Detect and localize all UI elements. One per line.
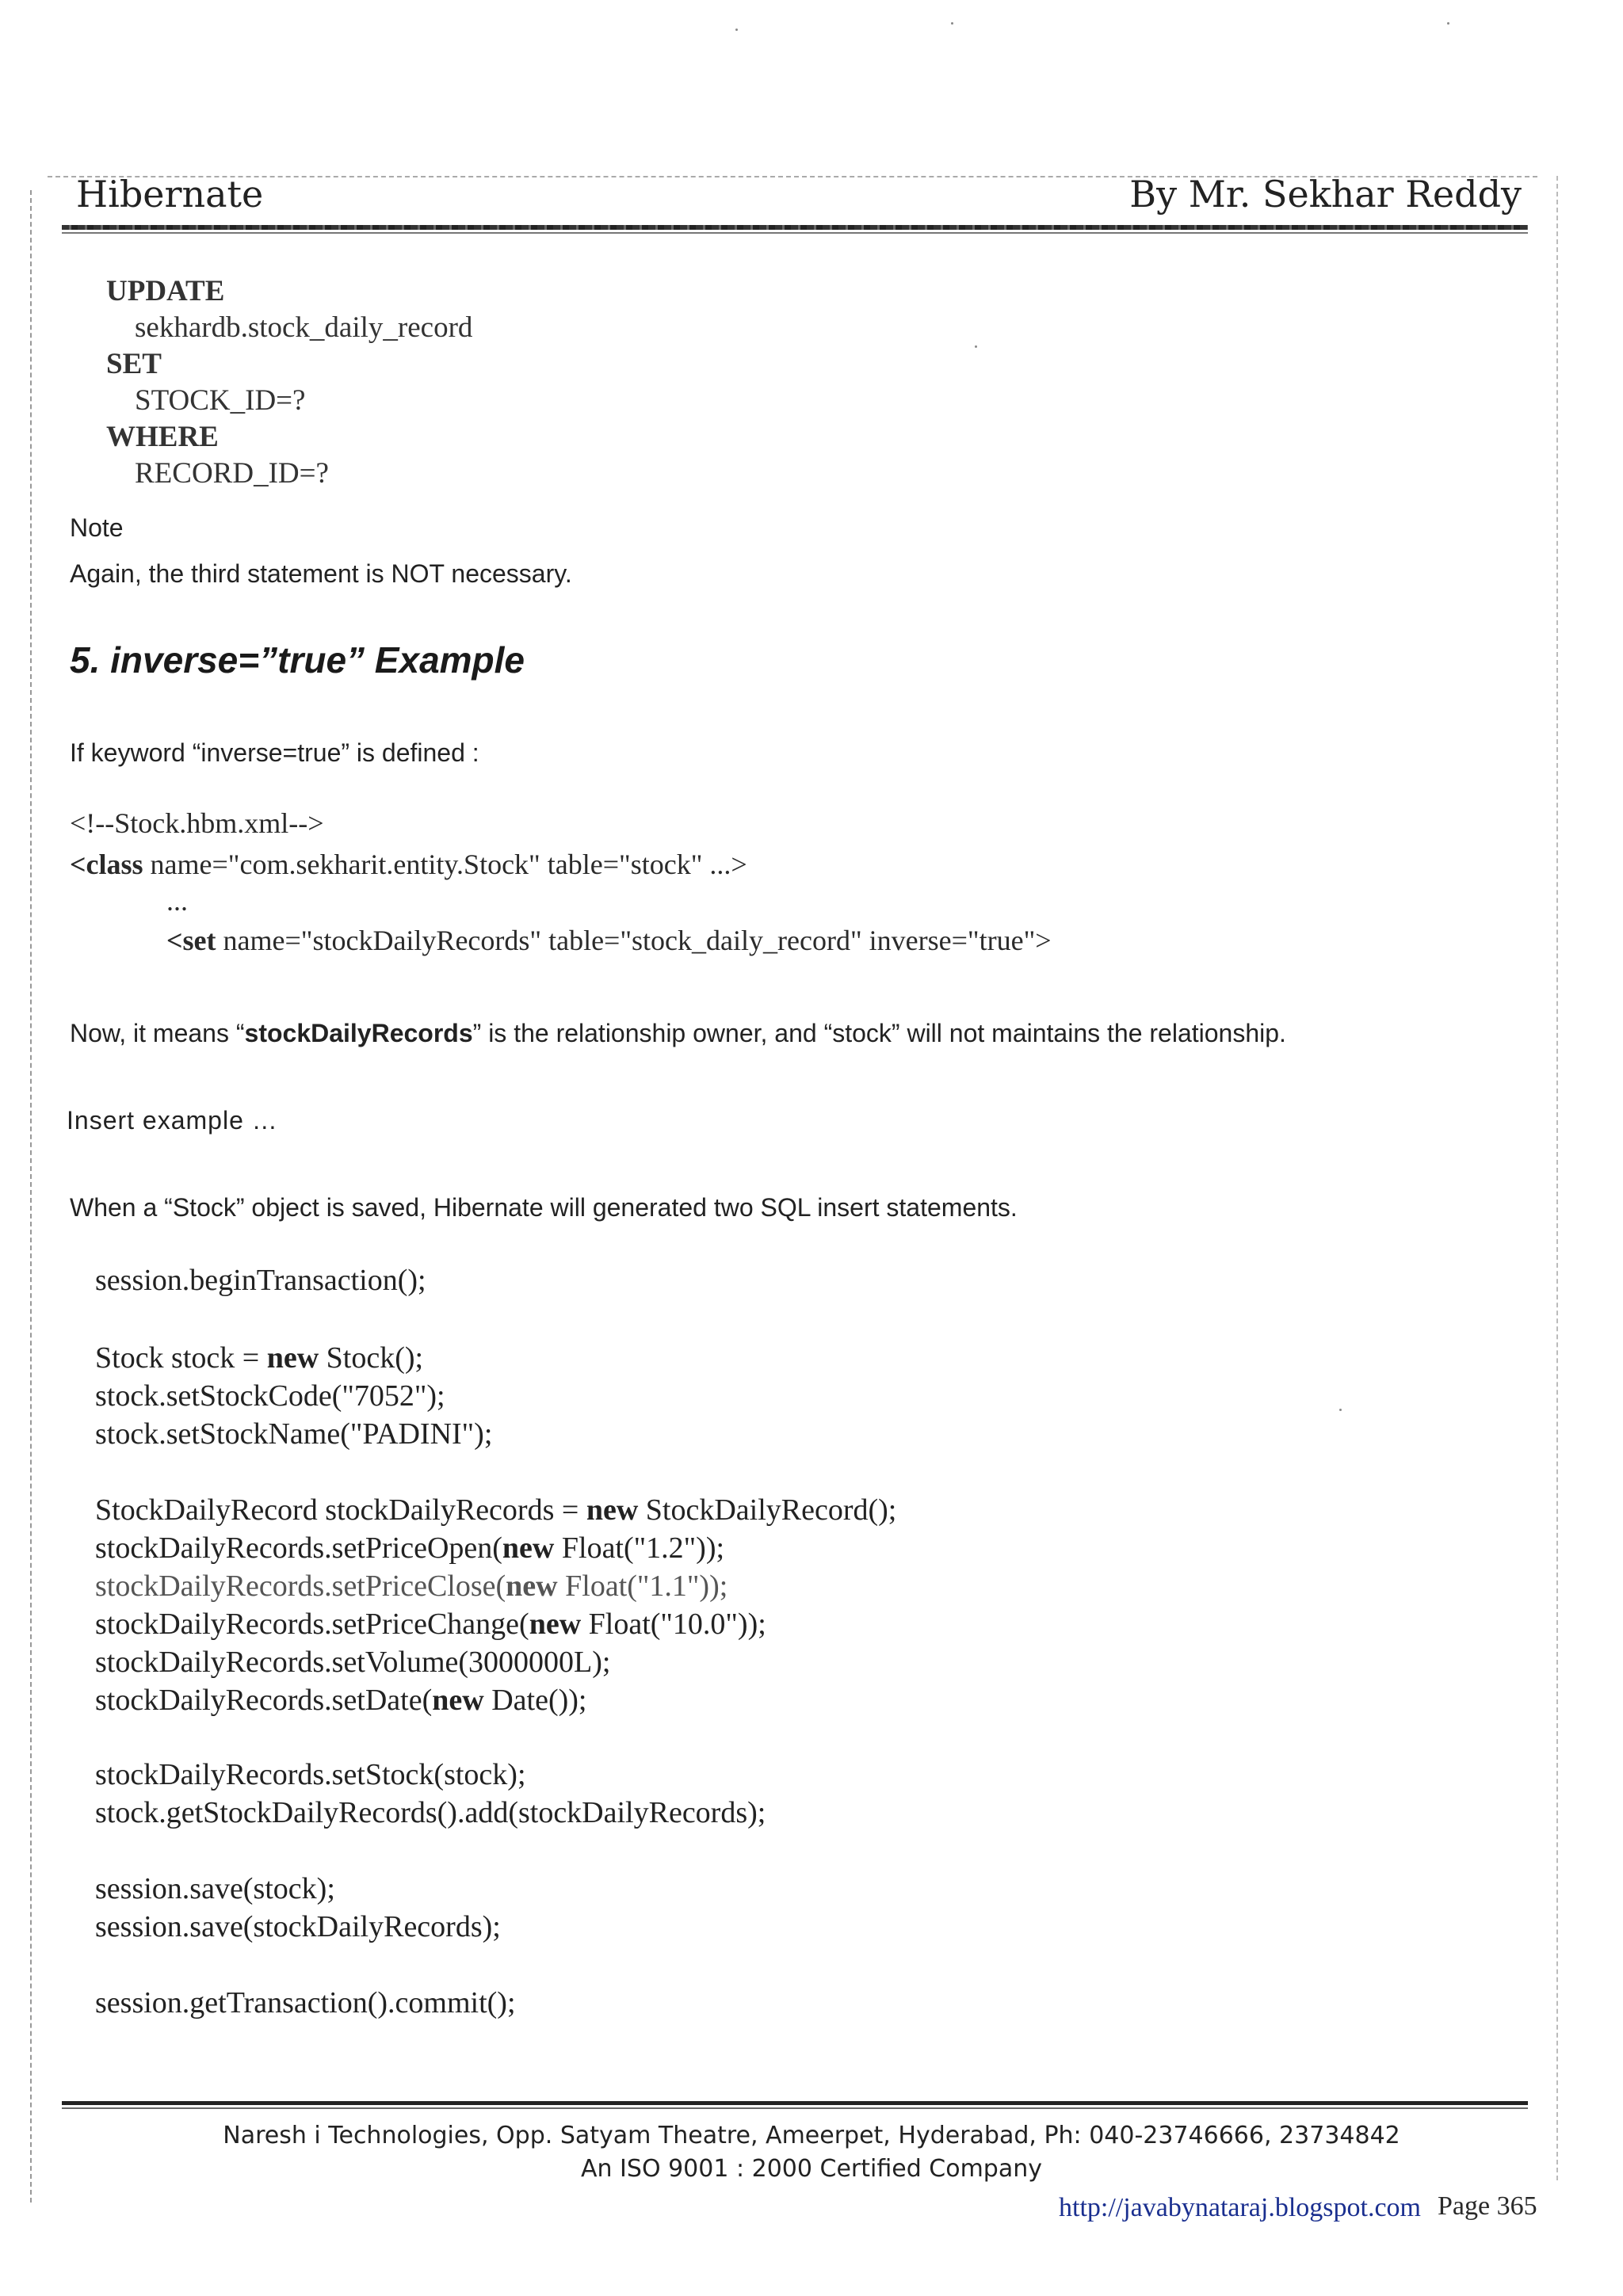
scan-speck: [951, 22, 953, 25]
header-title: Hibernate: [76, 173, 264, 215]
xml-class-keyword: <class: [70, 849, 143, 880]
code-line-price-change: [95, 1607, 766, 1642]
footer-page-number: Page 365: [1438, 2191, 1537, 2221]
code-line-set-stock: stockDailyRecords.setStock(stock);: [95, 1758, 526, 1791]
insert-description: When a “Stock” object is saved, Hibernate will generated two SQL insert statements.: [70, 1193, 1018, 1222]
code-line-price-open: [95, 1531, 724, 1566]
sql-where-expression: RECORD_ID=?: [135, 457, 329, 490]
code-text: StockDailyRecord();: [638, 1493, 897, 1527]
xml-set-attributes: name="stockDailyRecords" table="stock_daily_record" inverse="true">: [216, 925, 1052, 956]
code-line-begin-transaction: session.beginTransaction();: [95, 1264, 426, 1297]
code-text: stockDailyRecords.setPriceChange(: [95, 1608, 529, 1641]
code-text: Float("1.2"));: [554, 1531, 725, 1565]
code-text: stockDailyRecords.setPriceClose(: [95, 1569, 506, 1603]
sql-set-keyword: SET: [106, 348, 162, 380]
xml-class-attributes: name="com.sekharit.entity.Stock" table="stock" ...>: [143, 849, 747, 880]
xml-set-keyword: <set: [166, 925, 216, 956]
scan-speck: [975, 345, 977, 348]
code-text: Date());: [483, 1684, 587, 1717]
code-line-set-stock-code: stock.setStockCode("7052");: [95, 1379, 445, 1413]
sql-where-keyword: WHERE: [106, 421, 219, 453]
code-text: StockDailyRecord stockDailyRecords =: [95, 1493, 586, 1527]
code-line-new-record: [95, 1493, 896, 1527]
xml-class-line: [70, 848, 747, 881]
explanation-bold-term: stockDailyRecords: [244, 1019, 473, 1047]
intro-text: If keyword “inverse=true” is defined :: [70, 738, 479, 767]
footer-address: Naresh i Technologies, Opp. Satyam Theatre, Ameerpet, Hyderabad, Ph: 040-23746666, 23734842: [223, 2122, 1400, 2149]
code-line-commit: session.getTransaction().commit();: [95, 1986, 516, 2019]
code-text: stockDailyRecords.setPriceOpen(: [95, 1531, 502, 1565]
code-line-save-stock: session.save(stock);: [95, 1872, 335, 1905]
code-keyword: new: [586, 1493, 639, 1527]
insert-example-label: Insert example …: [67, 1106, 278, 1135]
scan-frame-left: [30, 190, 32, 2203]
code-line-add-record: stock.getStockDailyRecords().add(stockDailyRecords);: [95, 1796, 766, 1829]
explanation-text: [70, 1019, 1286, 1048]
footer-rule: [62, 2101, 1528, 2105]
footer-url-link[interactable]: http://javabynataraj.blogspot.com: [1059, 2193, 1422, 2222]
explanation-suffix: ” is the relationship owner, and “stock” will not maintains the relationship.: [472, 1019, 1286, 1047]
code-text: Float("1.1"));: [557, 1569, 728, 1603]
code-keyword: new: [266, 1341, 319, 1375]
code-line-price-close: [95, 1569, 727, 1604]
xml-set-line: [166, 924, 1052, 957]
code-line-set-date: [95, 1683, 586, 1718]
note-label: Note: [70, 513, 124, 542]
explanation-prefix: Now, it means “: [70, 1019, 245, 1047]
sql-set-expression: STOCK_ID=?: [135, 384, 306, 417]
section-heading: 5. inverse=”true” Example: [70, 639, 525, 681]
code-keyword: new: [506, 1569, 558, 1603]
code-text: Stock stock =: [95, 1341, 267, 1375]
code-text: Float("10.0"));: [581, 1608, 766, 1641]
code-keyword: new: [432, 1684, 484, 1717]
scan-speck: [1339, 1409, 1342, 1411]
code-line-new-stock: [95, 1341, 423, 1375]
xml-ellipsis: ...: [166, 885, 188, 917]
scan-frame-right: [1556, 176, 1558, 2180]
code-keyword: new: [502, 1531, 555, 1565]
code-line-save-record: session.save(stockDailyRecords);: [95, 1910, 501, 1943]
sql-update-keyword: UPDATE: [106, 275, 225, 307]
footer-certification: An ISO 9001 : 2000 Certified Company: [580, 2155, 1042, 2183]
code-text: stockDailyRecords.setDate(: [95, 1684, 433, 1717]
sql-table-name: sekhardb.stock_daily_record: [135, 311, 473, 344]
code-line-set-stock-name: stock.setStockName("PADINI");: [95, 1417, 493, 1451]
header-rule: [62, 225, 1528, 230]
code-line-set-volume: stockDailyRecords.setVolume(3000000L);: [95, 1646, 611, 1679]
xml-comment: <!--Stock.hbm.xml-->: [70, 807, 324, 839]
scan-speck: [1447, 22, 1449, 25]
code-text: Stock();: [319, 1341, 424, 1375]
header-author: By Mr. Sekhar Reddy: [1129, 173, 1522, 215]
footer-rule-thin: [62, 2107, 1528, 2109]
header-rule-thin: [62, 232, 1528, 234]
scan-speck: [735, 29, 738, 31]
code-keyword: new: [529, 1608, 582, 1641]
note-text: Again, the third statement is NOT necessary.: [70, 559, 572, 588]
